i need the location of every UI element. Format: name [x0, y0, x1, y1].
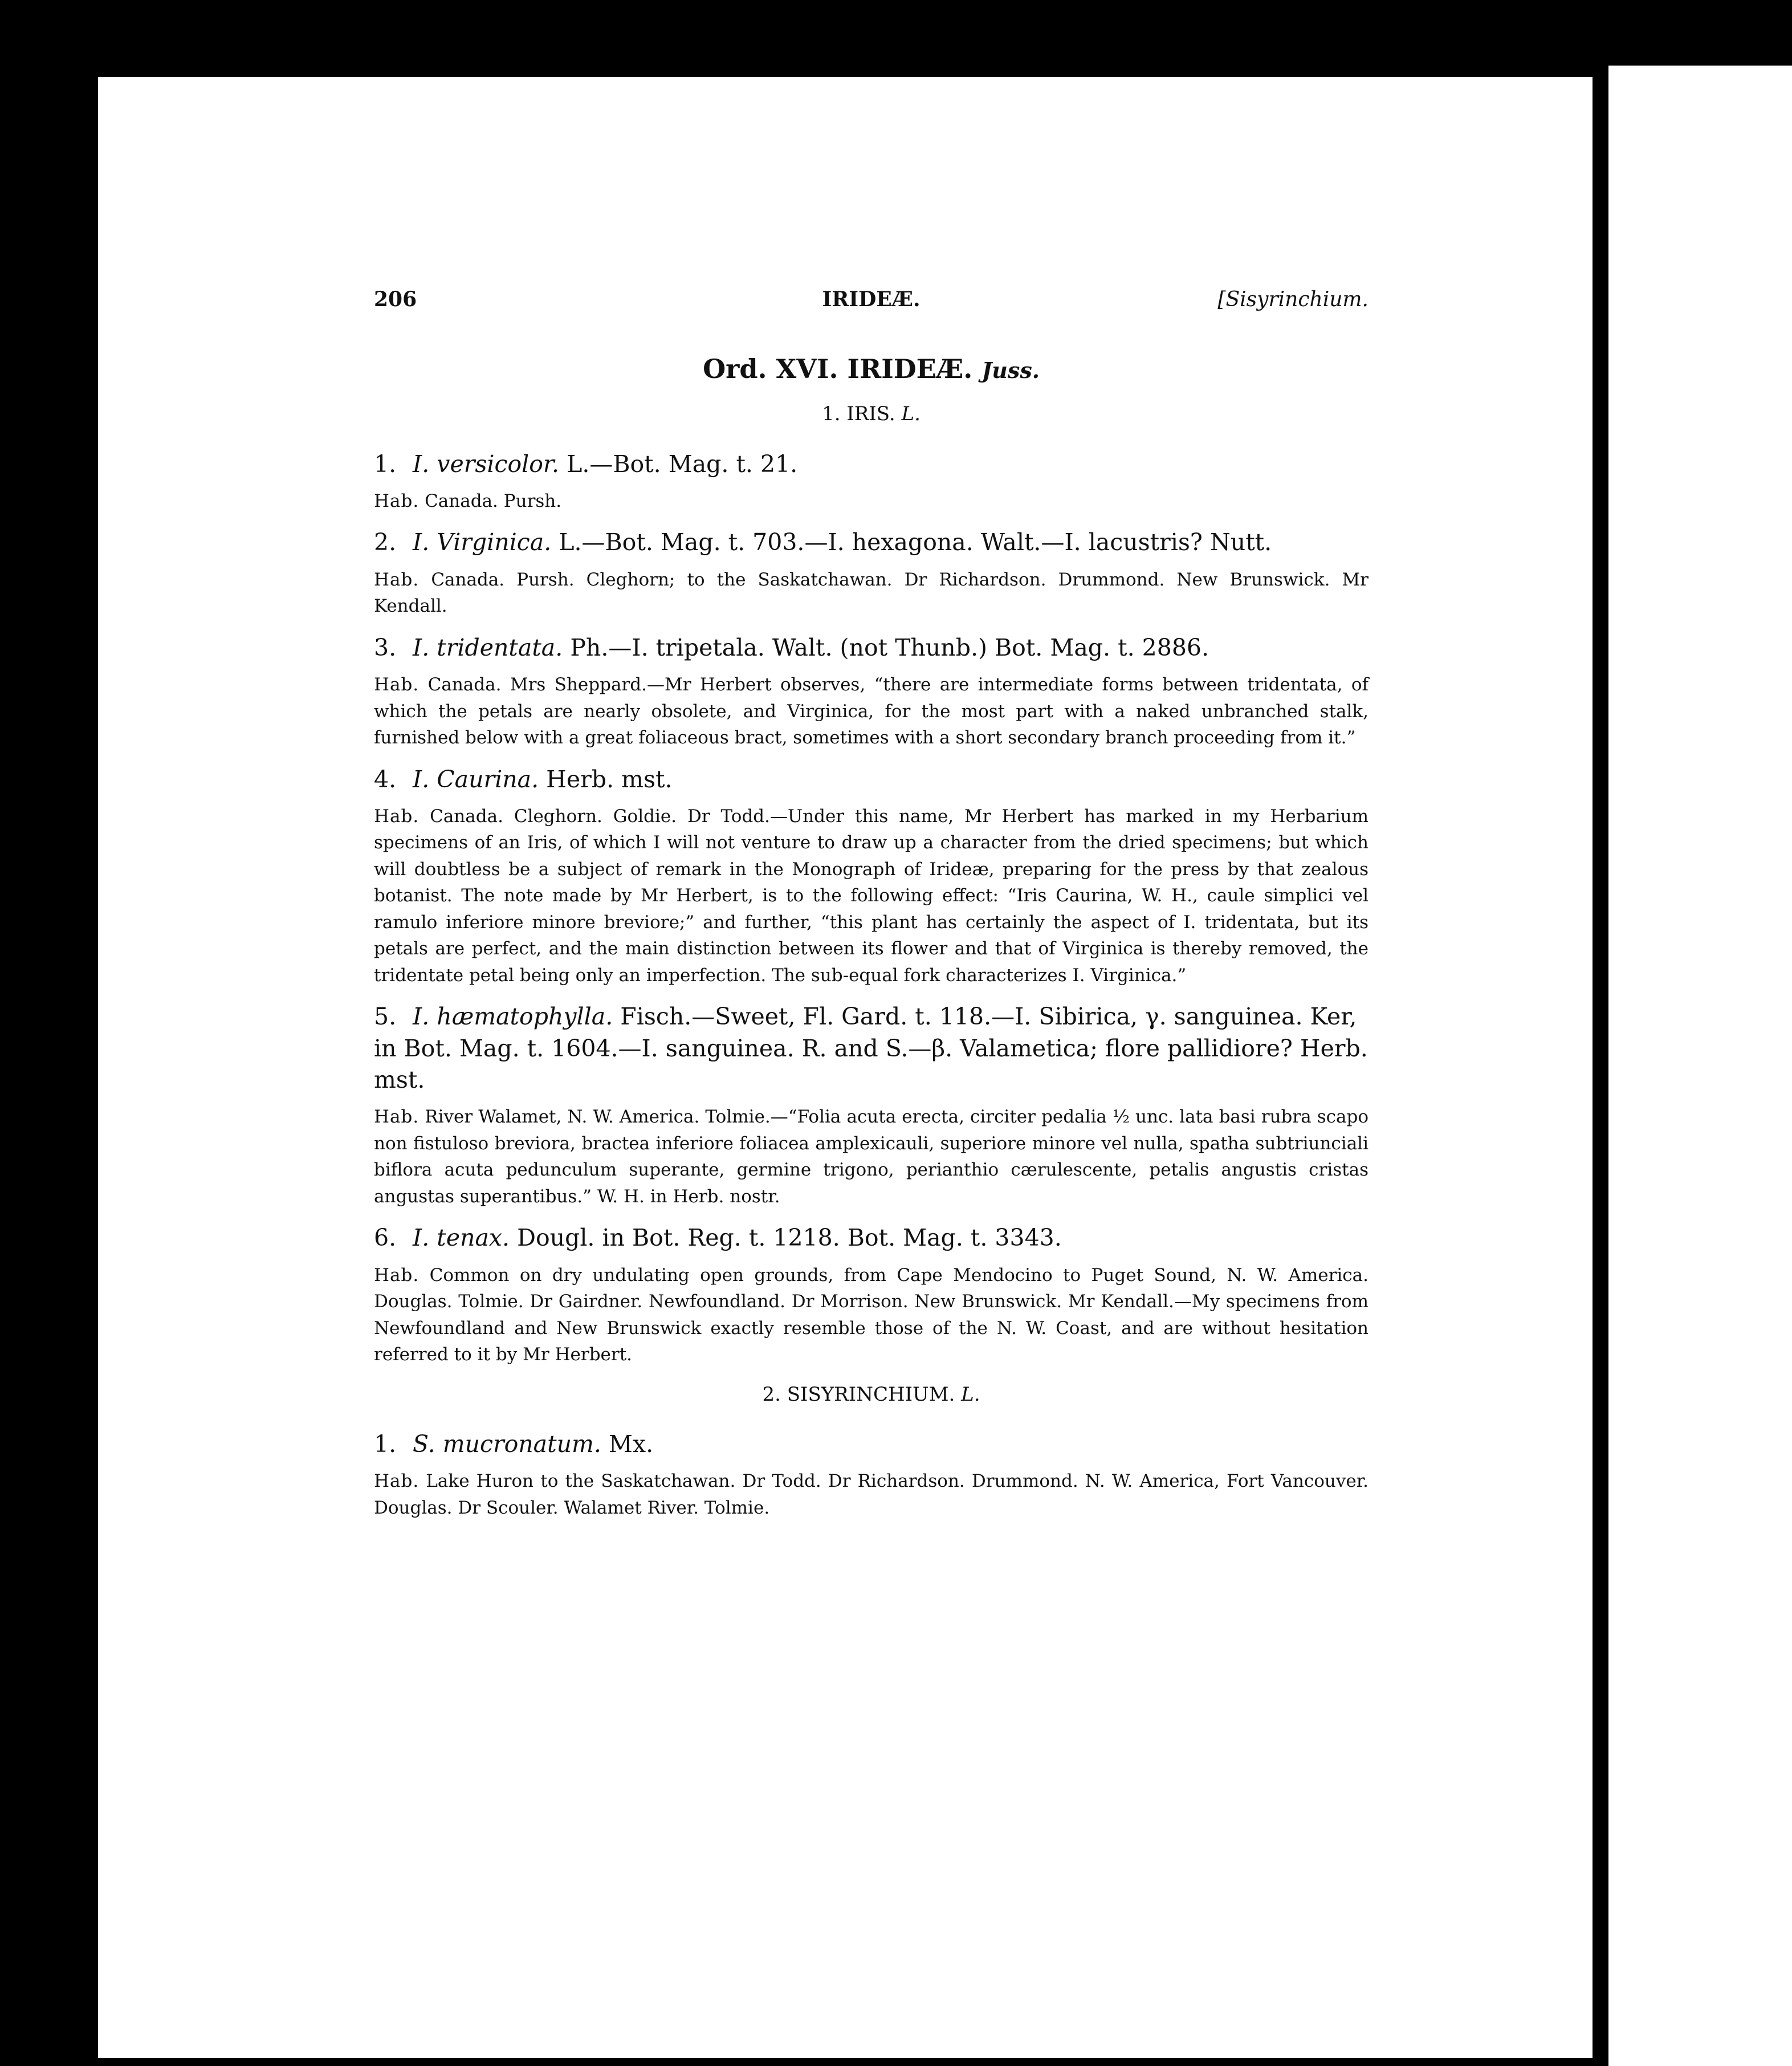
- habitat-text: River Walamet, N. W. America. Tolmie.—“Folia acuta erecta, circiter pedalia ½ unc. lata basi rubra scapo non fistuloso breviora, bractea inferiore foliacea amplexicauli, superiore minore vel nulla, spatha subtriunciali biflora acuta pedunculum superante, germine trigono, perianthio cærulescente, petalis angustis cristas angustas superantibus.” W. H. in Herb. nostr.: [374, 1107, 1369, 1207]
- species-references: Fisch.—Sweet, Fl. Gard. t. 118.—I. Sibirica, γ. sanguinea. Ker, in Bot. Mag. t. 1604.—I. sanguinea. R. and S.—β. Valametica; flore pallidiore? Herb. mst.: [374, 1003, 1368, 1094]
- species-entry: [374, 527, 1369, 558]
- genus-title: 2. SISYRINCHIUM.: [762, 1382, 955, 1406]
- species-name: I. tridentata.: [413, 633, 563, 661]
- genus-title: 1. IRIS.: [822, 402, 895, 426]
- species-references: Dougl. in Bot. Reg. t. 1218. Bot. Mag. t. 3343.: [517, 1224, 1062, 1252]
- species-number: 6.: [374, 1224, 397, 1252]
- species-number: 1.: [374, 1430, 397, 1458]
- species-number: 3.: [374, 633, 397, 661]
- habitat-paragraph: [374, 1468, 1369, 1521]
- species-entry: [374, 632, 1369, 664]
- habitat-paragraph: [374, 672, 1369, 751]
- order-authority: Juss.: [981, 357, 1040, 383]
- habitat-paragraph: [374, 1262, 1369, 1368]
- species-name: I. Virginica.: [413, 528, 552, 556]
- genus-heading: [374, 400, 1369, 428]
- facing-page-edge: [1608, 66, 1792, 2066]
- habitat-text: Canada. Cleghorn. Goldie. Dr Todd.—Under this name, Mr Herbert has marked in my Herbarium specimens of an Iris, of which I will not venture to draw up a character from the dried specimens; but which will doubtless be a subject of remark in the Monograph of Irideæ, preparing for the press by that zealous botanist. The note made by Mr Herbert, is to the following effect: “Iris Caurina, W. H., caule simplici vel ramulo inferiore minore breviore;” and further, “this plant has certainly the aspect of I. tridentata, but its petals are perfect, and the main distinction between its flower and that of Virginica is thereby removed, the tridentate petal being only an imperfection. The sub-equal fork characterizes I. Virginica.”: [374, 806, 1369, 986]
- habitat-label: Hab.: [374, 490, 420, 511]
- page-number: 206: [374, 287, 417, 311]
- page-text: [374, 285, 1369, 1531]
- habitat-label: Hab.: [374, 1264, 420, 1286]
- species-number: 5.: [374, 1003, 397, 1031]
- running-title: IRIDEÆ.: [822, 287, 921, 311]
- species-number: 4.: [374, 765, 397, 793]
- species-name: I. Caurina.: [413, 765, 539, 793]
- habitat-label: Hab.: [374, 569, 420, 590]
- species-references: Mx.: [608, 1430, 654, 1458]
- species-name: I. tenax.: [413, 1224, 510, 1252]
- species-entry: [374, 449, 1369, 480]
- habitat-paragraph: [374, 803, 1369, 989]
- species-entry: [374, 1429, 1369, 1460]
- habitat-label: Hab.: [374, 1471, 420, 1492]
- genus-authority: L.: [901, 402, 921, 426]
- habitat-text: Common on dry undulating open grounds, from Cape Mendocino to Puget Sound, N. W. America. Douglas. Tolmie. Dr Gairdner. Newfoundland. Dr Morrison. New Brunswick. Mr Kendall.—My specimens from Newfoundland and New Brunswick exactly resemble those of the N. W. Coast, and are without hesitation referred to it by Mr Herbert.: [374, 1264, 1369, 1365]
- species-references: L.—Bot. Mag. t. 703.—I. hexagona. Walt.—I. lacustris? Nutt.: [559, 528, 1272, 556]
- habitat-label: Hab.: [374, 1107, 420, 1128]
- genus-authority: L.: [961, 1382, 980, 1406]
- species-number: 1.: [374, 450, 397, 478]
- habitat-label: Hab.: [374, 674, 420, 696]
- species-references: L.—Bot. Mag. t. 21.: [567, 450, 798, 478]
- species-entry: [374, 764, 1369, 795]
- species-references: Ph.—I. tripetala. Walt. (not Thunb.) Bot. Mag. t. 2886.: [570, 633, 1209, 661]
- species-name: I. hæmatophylla.: [413, 1003, 613, 1031]
- running-head: [374, 285, 1369, 319]
- order-title: Ord. XVI. IRIDEÆ.: [703, 353, 973, 384]
- habitat-paragraph: [374, 488, 1369, 515]
- habitat-paragraph: [374, 567, 1369, 620]
- species-name: S. mucronatum.: [413, 1430, 601, 1458]
- habitat-label: Hab.: [374, 806, 420, 827]
- habitat-text: Canada. Mrs Sheppard.—Mr Herbert observes, “there are intermediate forms between tridentata, of which the petals are nearly obsolete, and Virginica, for the most part with a naked unbranched stalk, furnished below with a great foliaceous bract, sometimes with a short secondary branch proceeding from it.”: [374, 674, 1369, 749]
- species-name: I. versicolor.: [413, 450, 560, 478]
- species-number: 2.: [374, 528, 397, 556]
- habitat-text: Canada. Pursh. Cleghorn; to the Saskatchawan. Dr Richardson. Drummond. New Brunswick. Mr Kendall.: [374, 569, 1369, 617]
- genus-heading: [374, 1381, 1369, 1408]
- order-heading: [374, 351, 1369, 388]
- habitat-text: Lake Huron to the Saskatchawan. Dr Todd. Dr Richardson. Drummond. N. W. America, Fort Vancouver. Douglas. Dr Scouler. Walamet River. Tolmie.: [374, 1471, 1369, 1518]
- habitat-text: Canada. Pursh.: [425, 490, 562, 511]
- catchword: [Sisyrinchium.: [1217, 288, 1369, 311]
- species-entry: [374, 1222, 1369, 1254]
- species-references: Herb. mst.: [546, 765, 673, 793]
- habitat-paragraph: [374, 1104, 1369, 1210]
- species-entry: [374, 1001, 1369, 1096]
